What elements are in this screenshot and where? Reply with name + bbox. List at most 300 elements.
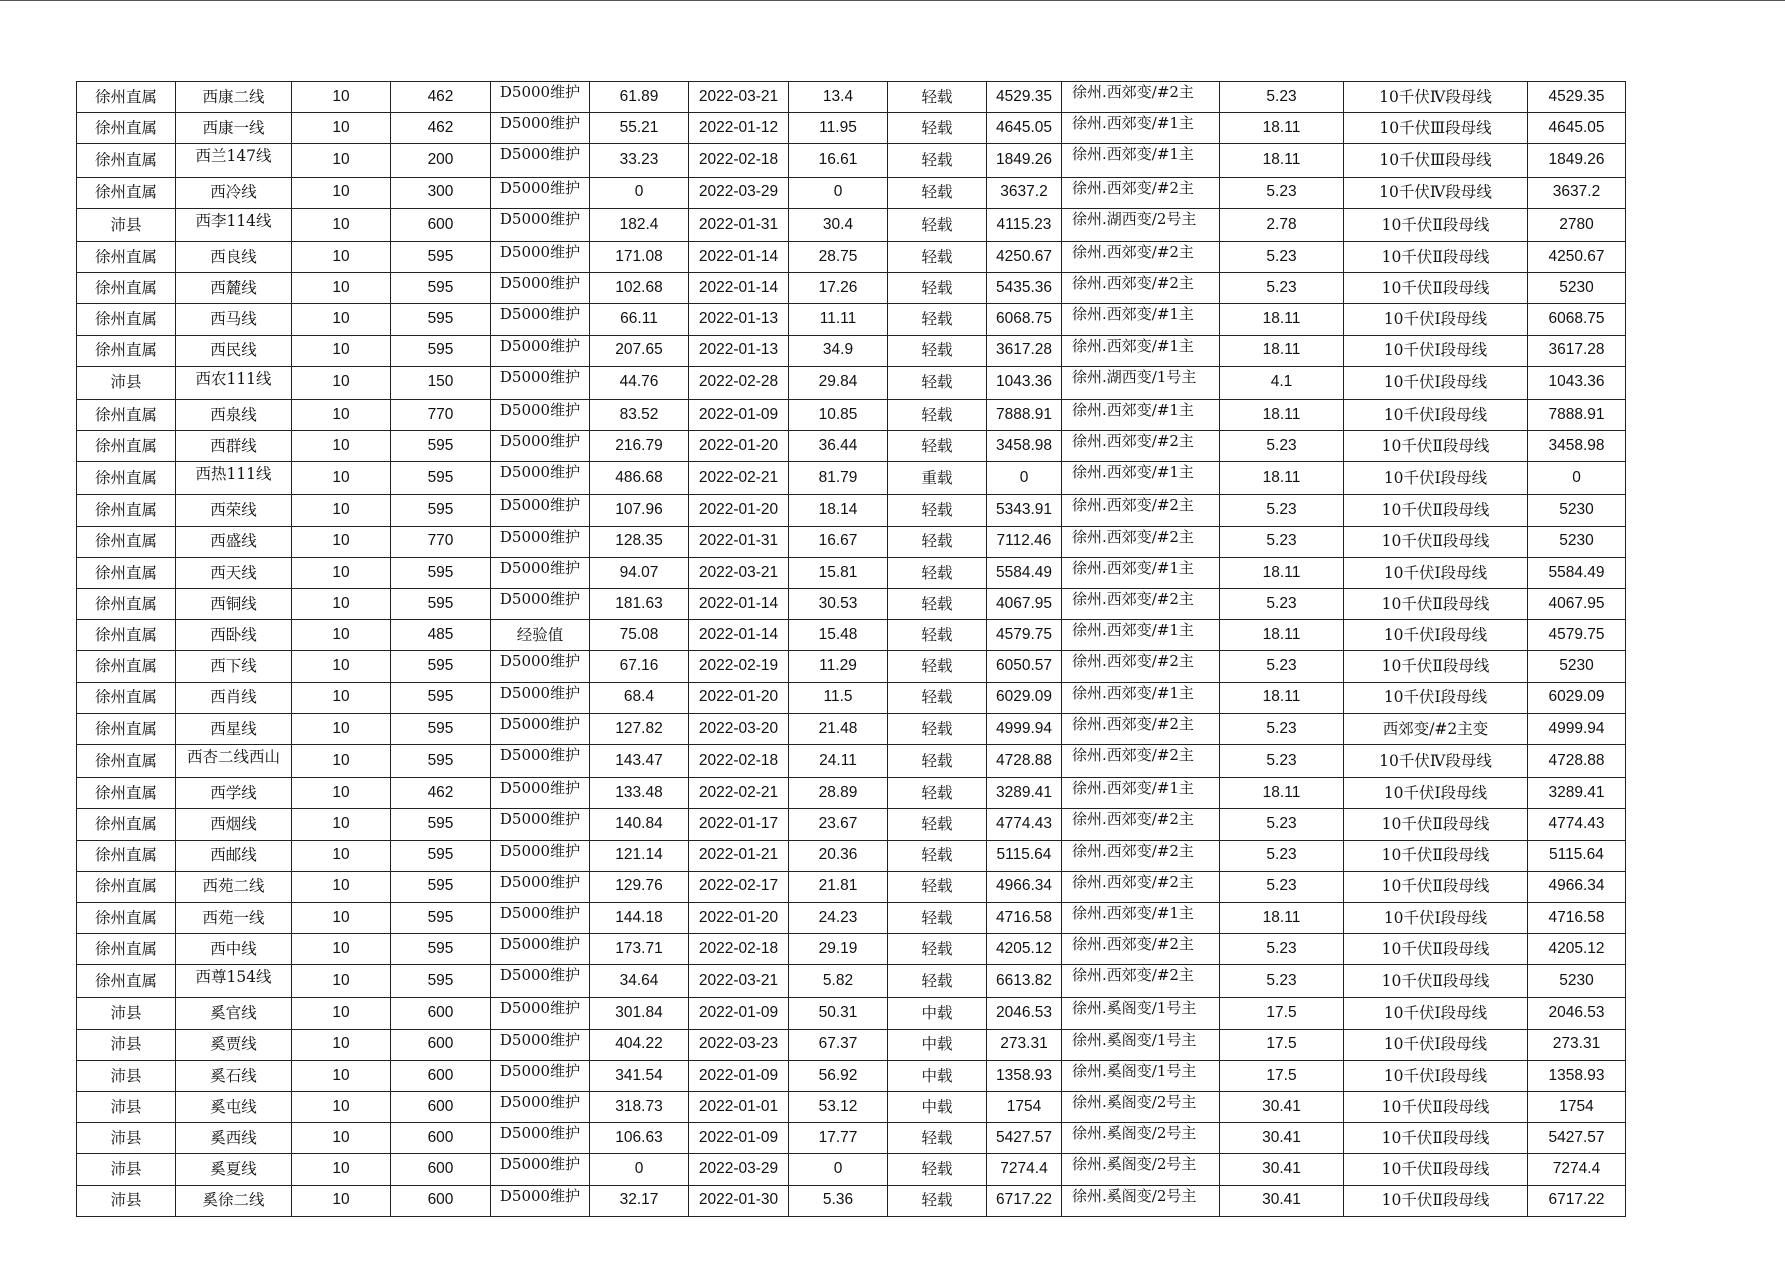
current-cell: 301.84 [590, 998, 689, 1029]
line-name-cell: 西马线 [176, 304, 292, 335]
load-status-cell: 轻载 [888, 682, 987, 713]
current-cell: 0 [590, 177, 689, 208]
substation-transformer-cell: 徐州.奚阁变/1号主 [1062, 1029, 1220, 1060]
table-row [77, 526, 1626, 557]
available-capacity-cell: 3637.2 [1528, 177, 1626, 208]
current-cell: 102.68 [590, 273, 689, 304]
bus-cell: 10千伏Ⅰ段母线 [1344, 399, 1528, 430]
date-cell: 2022-01-13 [689, 335, 789, 366]
available-capacity-cell: 4999.94 [1528, 713, 1626, 744]
voltage-cell: 10 [292, 273, 391, 304]
company-cell: 沛县 [77, 1123, 176, 1154]
feeder-load-table [76, 81, 1626, 1217]
voltage-cell: 10 [292, 809, 391, 840]
load-status-cell: 轻载 [888, 965, 987, 998]
substation-transformer-cell: 徐州.西郊变/#1主 [1062, 778, 1220, 809]
line-name-cell: 奚徐二线 [176, 1185, 292, 1216]
available-capacity-cell: 0 [1528, 462, 1626, 495]
company-cell: 徐州直属 [77, 431, 176, 462]
date-cell: 2022-03-21 [689, 82, 789, 113]
company-cell: 沛县 [77, 366, 176, 399]
rated-current-cell: 770 [391, 526, 491, 557]
bus-cell: 10千伏Ⅱ段母线 [1344, 1154, 1528, 1185]
bus-cell: 10千伏Ⅱ段母线 [1344, 934, 1528, 965]
current-cell: 207.65 [590, 335, 689, 366]
substation-transformer-cell: 徐州.西郊变/#2主 [1062, 651, 1220, 682]
available-capacity-cell: 5115.64 [1528, 840, 1626, 871]
available-capacity-cell: 3458.98 [1528, 431, 1626, 462]
substation-transformer-cell: 徐州.西郊变/#1主 [1062, 144, 1220, 177]
company-cell: 徐州直属 [77, 651, 176, 682]
capacity-cell: 2046.53 [987, 998, 1062, 1029]
capacity-cell: 4716.58 [987, 902, 1062, 933]
source-cell: D5000维护 [491, 1154, 590, 1185]
source-cell: D5000维护 [491, 902, 590, 933]
transformer-load-rate-cell: 5.23 [1220, 871, 1344, 902]
company-cell: 徐州直属 [77, 620, 176, 651]
current-cell: 143.47 [590, 744, 689, 777]
current-cell: 216.79 [590, 431, 689, 462]
voltage-cell: 10 [292, 1060, 391, 1091]
substation-transformer-cell: 徐州.西郊变/#2主 [1062, 589, 1220, 620]
company-cell: 沛县 [77, 1029, 176, 1060]
load-rate-cell: 17.26 [789, 273, 888, 304]
source-cell: D5000维护 [491, 1092, 590, 1123]
rated-current-cell: 600 [391, 1029, 491, 1060]
substation-transformer-cell: 徐州.西郊变/#2主 [1062, 82, 1220, 113]
capacity-cell: 7112.46 [987, 526, 1062, 557]
current-cell: 44.76 [590, 366, 689, 399]
load-status-cell: 轻载 [888, 495, 987, 526]
rated-current-cell: 462 [391, 113, 491, 144]
company-cell: 徐州直属 [77, 177, 176, 208]
line-name-cell: 西烟线 [176, 809, 292, 840]
available-capacity-cell: 6068.75 [1528, 304, 1626, 335]
available-capacity-cell: 4067.95 [1528, 589, 1626, 620]
company-cell: 沛县 [77, 1092, 176, 1123]
date-cell: 2022-02-21 [689, 778, 789, 809]
capacity-cell: 6068.75 [987, 304, 1062, 335]
company-cell: 徐州直属 [77, 113, 176, 144]
source-cell: D5000维护 [491, 113, 590, 144]
current-cell: 173.71 [590, 934, 689, 965]
bus-cell: 10千伏Ⅰ段母线 [1344, 778, 1528, 809]
available-capacity-cell: 4716.58 [1528, 902, 1626, 933]
rated-current-cell: 595 [391, 557, 491, 588]
load-rate-cell: 11.11 [789, 304, 888, 335]
table-row [77, 1029, 1626, 1060]
date-cell: 2022-03-23 [689, 1029, 789, 1060]
table-row [77, 1185, 1626, 1216]
date-cell: 2022-01-20 [689, 682, 789, 713]
line-name-cell: 西良线 [176, 241, 292, 272]
transformer-load-rate-cell: 5.23 [1220, 744, 1344, 777]
table-row [77, 431, 1626, 462]
table-row [77, 304, 1626, 335]
source-cell: D5000维护 [491, 82, 590, 113]
voltage-cell: 10 [292, 589, 391, 620]
current-cell: 94.07 [590, 557, 689, 588]
bus-cell: 10千伏Ⅳ段母线 [1344, 177, 1528, 208]
source-cell: D5000维护 [491, 589, 590, 620]
transformer-load-rate-cell: 5.23 [1220, 526, 1344, 557]
load-status-cell: 轻载 [888, 526, 987, 557]
rated-current-cell: 600 [391, 208, 491, 241]
capacity-cell: 273.31 [987, 1029, 1062, 1060]
line-name-cell: 西邮线 [176, 840, 292, 871]
company-cell: 徐州直属 [77, 902, 176, 933]
rated-current-cell: 600 [391, 1123, 491, 1154]
transformer-load-rate-cell: 18.11 [1220, 113, 1344, 144]
current-cell: 127.82 [590, 713, 689, 744]
substation-transformer-cell: 徐州.奚阁变/2号主 [1062, 1092, 1220, 1123]
capacity-cell: 1358.93 [987, 1060, 1062, 1091]
company-cell: 徐州直属 [77, 744, 176, 777]
bus-cell: 10千伏Ⅲ段母线 [1344, 144, 1528, 177]
substation-transformer-cell: 徐州.西郊变/#1主 [1062, 620, 1220, 651]
capacity-cell: 4205.12 [987, 934, 1062, 965]
current-cell: 341.54 [590, 1060, 689, 1091]
transformer-load-rate-cell: 18.11 [1220, 144, 1344, 177]
voltage-cell: 10 [292, 113, 391, 144]
table-row [77, 620, 1626, 651]
substation-transformer-cell: 徐州.西郊变/#2主 [1062, 431, 1220, 462]
source-cell: D5000维护 [491, 366, 590, 399]
substation-transformer-cell: 徐州.西郊变/#2主 [1062, 177, 1220, 208]
table-row [77, 934, 1626, 965]
voltage-cell: 10 [292, 682, 391, 713]
bus-cell: 10千伏Ⅱ段母线 [1344, 871, 1528, 902]
line-name-cell: 西农111线 [176, 366, 292, 399]
source-cell: D5000维护 [491, 399, 590, 430]
capacity-cell: 6050.57 [987, 651, 1062, 682]
load-rate-cell: 0 [789, 177, 888, 208]
company-cell: 徐州直属 [77, 840, 176, 871]
bus-cell: 10千伏Ⅰ段母线 [1344, 1060, 1528, 1091]
table-row [77, 177, 1626, 208]
load-rate-cell: 21.48 [789, 713, 888, 744]
bus-cell: 10千伏Ⅰ段母线 [1344, 902, 1528, 933]
table-row [77, 1123, 1626, 1154]
voltage-cell: 10 [292, 840, 391, 871]
source-cell: D5000维护 [491, 965, 590, 998]
company-cell: 徐州直属 [77, 335, 176, 366]
source-cell: D5000维护 [491, 651, 590, 682]
current-cell: 0 [590, 1154, 689, 1185]
capacity-cell: 4529.35 [987, 82, 1062, 113]
source-cell: 经验值 [491, 620, 590, 651]
table-row [77, 462, 1626, 495]
source-cell: D5000维护 [491, 998, 590, 1029]
line-name-cell: 西李114线 [176, 208, 292, 241]
current-cell: 318.73 [590, 1092, 689, 1123]
capacity-cell: 3458.98 [987, 431, 1062, 462]
table-row [77, 1092, 1626, 1123]
capacity-cell: 4250.67 [987, 241, 1062, 272]
date-cell: 2022-02-17 [689, 871, 789, 902]
company-cell: 徐州直属 [77, 495, 176, 526]
table-row [77, 335, 1626, 366]
available-capacity-cell: 7274.4 [1528, 1154, 1626, 1185]
voltage-cell: 10 [292, 431, 391, 462]
transformer-load-rate-cell: 30.41 [1220, 1185, 1344, 1216]
current-cell: 32.17 [590, 1185, 689, 1216]
table-row [77, 809, 1626, 840]
line-name-cell: 奚屯线 [176, 1092, 292, 1123]
table-row [77, 965, 1626, 998]
line-name-cell: 奚石线 [176, 1060, 292, 1091]
load-rate-cell: 11.29 [789, 651, 888, 682]
bus-cell: 10千伏Ⅰ段母线 [1344, 366, 1528, 399]
current-cell: 140.84 [590, 809, 689, 840]
current-cell: 121.14 [590, 840, 689, 871]
rated-current-cell: 485 [391, 620, 491, 651]
spreadsheet-page [76, 81, 1626, 1217]
company-cell: 徐州直属 [77, 589, 176, 620]
date-cell: 2022-02-18 [689, 934, 789, 965]
voltage-cell: 10 [292, 1154, 391, 1185]
date-cell: 2022-01-20 [689, 431, 789, 462]
transformer-load-rate-cell: 18.11 [1220, 682, 1344, 713]
company-cell: 徐州直属 [77, 399, 176, 430]
rated-current-cell: 595 [391, 713, 491, 744]
bus-cell: 10千伏Ⅱ段母线 [1344, 965, 1528, 998]
load-status-cell: 轻载 [888, 1185, 987, 1216]
load-status-cell: 轻载 [888, 840, 987, 871]
table-row [77, 1154, 1626, 1185]
available-capacity-cell: 4579.75 [1528, 620, 1626, 651]
voltage-cell: 10 [292, 177, 391, 208]
capacity-cell: 4728.88 [987, 744, 1062, 777]
rated-current-cell: 595 [391, 682, 491, 713]
available-capacity-cell: 5230 [1528, 651, 1626, 682]
load-rate-cell: 36.44 [789, 431, 888, 462]
voltage-cell: 10 [292, 620, 391, 651]
company-cell: 沛县 [77, 998, 176, 1029]
date-cell: 2022-01-09 [689, 1123, 789, 1154]
substation-transformer-cell: 徐州.奚阁变/2号主 [1062, 1154, 1220, 1185]
rated-current-cell: 770 [391, 399, 491, 430]
current-cell: 34.64 [590, 965, 689, 998]
line-name-cell: 西冷线 [176, 177, 292, 208]
substation-transformer-cell: 徐州.湖西变/1号主 [1062, 366, 1220, 399]
bus-cell: 10千伏Ⅱ段母线 [1344, 1092, 1528, 1123]
transformer-load-rate-cell: 5.23 [1220, 713, 1344, 744]
capacity-cell: 1849.26 [987, 144, 1062, 177]
capacity-cell: 4115.23 [987, 208, 1062, 241]
voltage-cell: 10 [292, 335, 391, 366]
load-rate-cell: 29.84 [789, 366, 888, 399]
load-rate-cell: 20.36 [789, 840, 888, 871]
line-name-cell: 西康一线 [176, 113, 292, 144]
load-rate-cell: 21.81 [789, 871, 888, 902]
table-row [77, 113, 1626, 144]
current-cell: 66.11 [590, 304, 689, 335]
substation-transformer-cell: 徐州.西郊变/#2主 [1062, 934, 1220, 965]
load-rate-cell: 11.95 [789, 113, 888, 144]
capacity-cell: 3289.41 [987, 778, 1062, 809]
load-status-cell: 轻载 [888, 589, 987, 620]
load-rate-cell: 5.36 [789, 1185, 888, 1216]
substation-transformer-cell: 徐州.西郊变/#1主 [1062, 399, 1220, 430]
bus-cell: 10千伏Ⅱ段母线 [1344, 208, 1528, 241]
rated-current-cell: 595 [391, 304, 491, 335]
table-row [77, 1060, 1626, 1091]
current-cell: 106.63 [590, 1123, 689, 1154]
voltage-cell: 10 [292, 1123, 391, 1154]
line-name-cell: 西群线 [176, 431, 292, 462]
rated-current-cell: 595 [391, 651, 491, 682]
load-rate-cell: 50.31 [789, 998, 888, 1029]
transformer-load-rate-cell: 5.23 [1220, 965, 1344, 998]
load-rate-cell: 67.37 [789, 1029, 888, 1060]
load-status-cell: 轻载 [888, 241, 987, 272]
load-status-cell: 轻载 [888, 809, 987, 840]
line-name-cell: 奚官线 [176, 998, 292, 1029]
available-capacity-cell: 4645.05 [1528, 113, 1626, 144]
company-cell: 徐州直属 [77, 557, 176, 588]
capacity-cell: 6029.09 [987, 682, 1062, 713]
rated-current-cell: 595 [391, 335, 491, 366]
current-cell: 128.35 [590, 526, 689, 557]
transformer-load-rate-cell: 18.11 [1220, 557, 1344, 588]
transformer-load-rate-cell: 17.5 [1220, 998, 1344, 1029]
company-cell: 徐州直属 [77, 144, 176, 177]
date-cell: 2022-02-21 [689, 462, 789, 495]
transformer-load-rate-cell: 30.41 [1220, 1092, 1344, 1123]
load-rate-cell: 0 [789, 1154, 888, 1185]
table-row [77, 840, 1626, 871]
load-status-cell: 轻载 [888, 934, 987, 965]
bus-cell: 10千伏Ⅱ段母线 [1344, 589, 1528, 620]
available-capacity-cell: 2780 [1528, 208, 1626, 241]
load-status-cell: 中载 [888, 1060, 987, 1091]
load-rate-cell: 28.89 [789, 778, 888, 809]
rated-current-cell: 595 [391, 871, 491, 902]
transformer-load-rate-cell: 18.11 [1220, 462, 1344, 495]
rated-current-cell: 595 [391, 744, 491, 777]
load-rate-cell: 13.4 [789, 82, 888, 113]
load-status-cell: 中载 [888, 1092, 987, 1123]
date-cell: 2022-02-18 [689, 744, 789, 777]
date-cell: 2022-01-12 [689, 113, 789, 144]
substation-transformer-cell: 徐州.西郊变/#2主 [1062, 965, 1220, 998]
date-cell: 2022-01-09 [689, 1060, 789, 1091]
voltage-cell: 10 [292, 998, 391, 1029]
available-capacity-cell: 3617.28 [1528, 335, 1626, 366]
capacity-cell: 5584.49 [987, 557, 1062, 588]
transformer-load-rate-cell: 17.5 [1220, 1060, 1344, 1091]
transformer-load-rate-cell: 18.11 [1220, 902, 1344, 933]
line-name-cell: 西康二线 [176, 82, 292, 113]
current-cell: 404.22 [590, 1029, 689, 1060]
date-cell: 2022-01-14 [689, 620, 789, 651]
company-cell: 徐州直属 [77, 809, 176, 840]
source-cell: D5000维护 [491, 1029, 590, 1060]
bus-cell: 10千伏Ⅱ段母线 [1344, 273, 1528, 304]
available-capacity-cell: 5230 [1528, 526, 1626, 557]
voltage-cell: 10 [292, 1029, 391, 1060]
current-cell: 144.18 [590, 902, 689, 933]
line-name-cell: 西盛线 [176, 526, 292, 557]
date-cell: 2022-01-09 [689, 399, 789, 430]
transformer-load-rate-cell: 5.23 [1220, 840, 1344, 871]
table-row [77, 998, 1626, 1029]
substation-transformer-cell: 徐州.西郊变/#2主 [1062, 241, 1220, 272]
table-body [77, 82, 1626, 1217]
current-cell: 133.48 [590, 778, 689, 809]
load-status-cell: 轻载 [888, 399, 987, 430]
company-cell: 徐州直属 [77, 273, 176, 304]
voltage-cell: 10 [292, 965, 391, 998]
rated-current-cell: 462 [391, 778, 491, 809]
date-cell: 2022-03-21 [689, 557, 789, 588]
source-cell: D5000维护 [491, 495, 590, 526]
substation-transformer-cell: 徐州.西郊变/#2主 [1062, 526, 1220, 557]
current-cell: 83.52 [590, 399, 689, 430]
source-cell: D5000维护 [491, 778, 590, 809]
source-cell: D5000维护 [491, 177, 590, 208]
current-cell: 182.4 [590, 208, 689, 241]
line-name-cell: 西荣线 [176, 495, 292, 526]
bus-cell: 10千伏Ⅰ段母线 [1344, 620, 1528, 651]
line-name-cell: 西铜线 [176, 589, 292, 620]
source-cell: D5000维护 [491, 431, 590, 462]
load-rate-cell: 28.75 [789, 241, 888, 272]
line-name-cell: 西苑一线 [176, 902, 292, 933]
load-status-cell: 轻载 [888, 366, 987, 399]
transformer-load-rate-cell: 5.23 [1220, 177, 1344, 208]
voltage-cell: 10 [292, 557, 391, 588]
load-rate-cell: 16.61 [789, 144, 888, 177]
capacity-cell: 6613.82 [987, 965, 1062, 998]
date-cell: 2022-02-18 [689, 144, 789, 177]
voltage-cell: 10 [292, 744, 391, 777]
date-cell: 2022-03-21 [689, 965, 789, 998]
current-cell: 107.96 [590, 495, 689, 526]
source-cell: D5000维护 [491, 713, 590, 744]
transformer-load-rate-cell: 5.23 [1220, 241, 1344, 272]
bus-cell: 10千伏Ⅱ段母线 [1344, 1123, 1528, 1154]
load-rate-cell: 17.77 [789, 1123, 888, 1154]
capacity-cell: 5427.57 [987, 1123, 1062, 1154]
capacity-cell: 3637.2 [987, 177, 1062, 208]
available-capacity-cell: 5584.49 [1528, 557, 1626, 588]
date-cell: 2022-03-29 [689, 1154, 789, 1185]
load-status-cell: 轻载 [888, 557, 987, 588]
capacity-cell: 3617.28 [987, 335, 1062, 366]
rated-current-cell: 600 [391, 1154, 491, 1185]
available-capacity-cell: 5230 [1528, 965, 1626, 998]
transformer-load-rate-cell: 30.41 [1220, 1154, 1344, 1185]
capacity-cell: 5343.91 [987, 495, 1062, 526]
company-cell: 徐州直属 [77, 462, 176, 495]
load-status-cell: 轻载 [888, 431, 987, 462]
load-status-cell: 轻载 [888, 744, 987, 777]
available-capacity-cell: 3289.41 [1528, 778, 1626, 809]
table-row [77, 273, 1626, 304]
source-cell: D5000维护 [491, 557, 590, 588]
date-cell: 2022-01-14 [689, 241, 789, 272]
date-cell: 2022-01-14 [689, 589, 789, 620]
capacity-cell: 4774.43 [987, 809, 1062, 840]
transformer-load-rate-cell: 18.11 [1220, 304, 1344, 335]
date-cell: 2022-01-20 [689, 902, 789, 933]
voltage-cell: 10 [292, 526, 391, 557]
company-cell: 沛县 [77, 208, 176, 241]
load-status-cell: 轻载 [888, 113, 987, 144]
capacity-cell: 1754 [987, 1092, 1062, 1123]
